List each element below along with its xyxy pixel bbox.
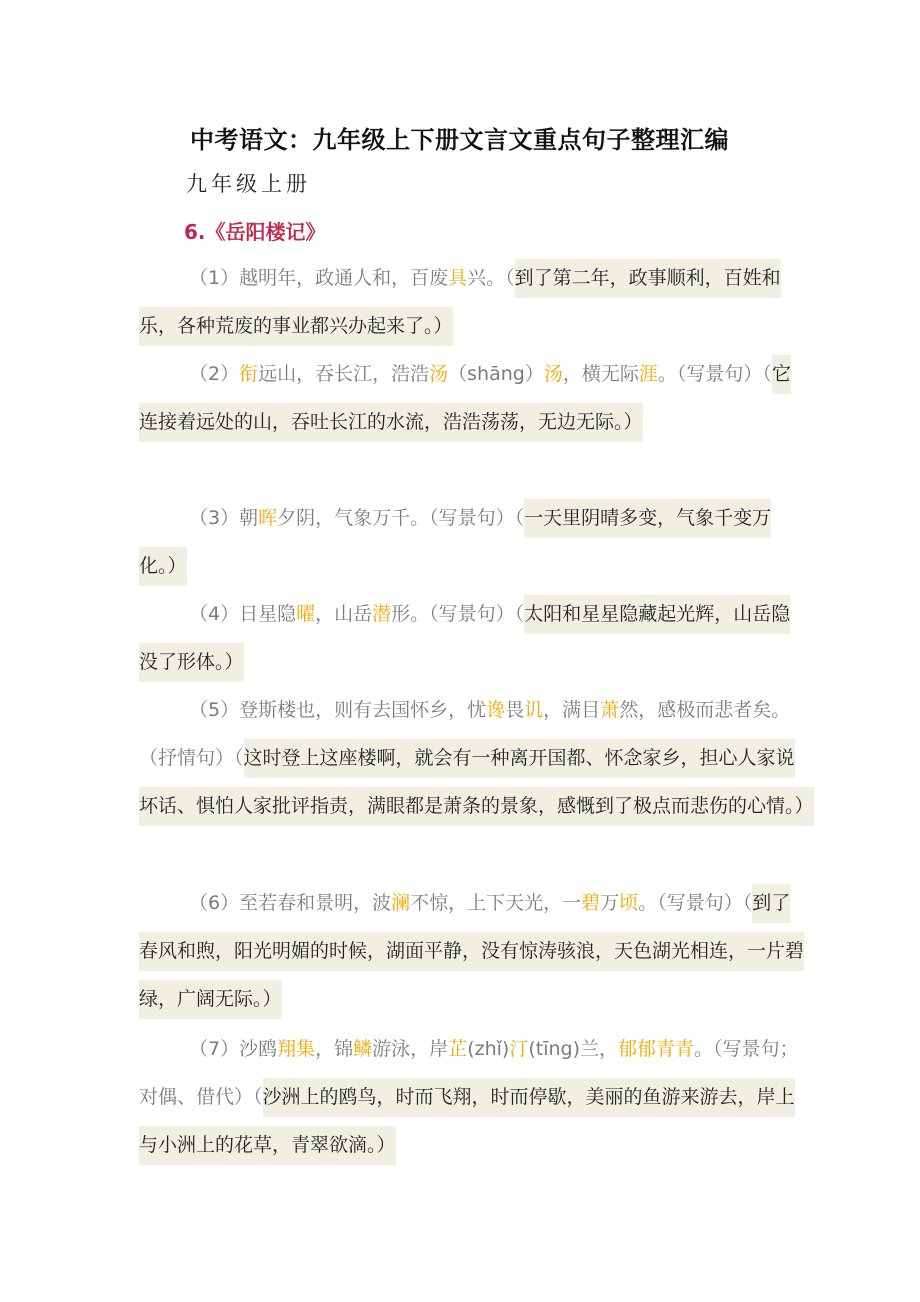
original-text: 畏 (505, 699, 525, 721)
key-word: 谗 (486, 699, 506, 721)
key-word: 澜 (391, 892, 411, 914)
translation-text: 到了第二年，政事顺利，百姓和乐，各种荒废的事业都兴办起来了。） (139, 259, 781, 346)
original-text: 兴。 (467, 267, 506, 289)
sentence-item-1 (139, 254, 805, 350)
item-number: （1） (189, 267, 240, 289)
sentence-item-4 (139, 590, 805, 686)
translation-text: 一天里阴晴多变，气象千变万化。） (139, 499, 771, 586)
original-text: 。 (657, 363, 677, 385)
item-number: （5） (189, 699, 240, 721)
grade-subtitle: 九年级上册 (186, 172, 311, 196)
key-word: 萧 (600, 699, 620, 721)
item-number: （4） (189, 603, 240, 625)
document-title: 中考语文：九年级上下册文言文重点句子整理汇编 (190, 126, 729, 154)
key-word: 鳞 (353, 1038, 373, 1060)
key-word: 翔集 (277, 1038, 316, 1060)
item-number: （2） (189, 363, 240, 385)
original-text: 万 (600, 892, 620, 914)
key-word: 郁郁青青 (618, 1038, 695, 1060)
translation-text: 太阳和星星隐藏起光辉，山岳隐没了形体。） (139, 595, 790, 682)
translation-text: 它连接着远处的山，吞吐长江的水流，浩浩荡荡，无边无际。） (139, 355, 791, 442)
original-text: ，横无际 (562, 363, 639, 385)
key-word: 碧 (581, 892, 601, 914)
sentence-item-3 (139, 494, 805, 590)
key-word: 汤 (543, 363, 563, 385)
original-text: ，锦 (315, 1038, 354, 1060)
key-word: 晖 (258, 507, 278, 529)
translation-text: 这时登上这座楼啊，就会有一种离开国都、怀念家乡，担心人家说坏话、惧怕人家批评指责，满眼都是萧条的景象，感慨到了极点而悲伤的心情。） (139, 739, 814, 826)
sentence-type-tag: （写景句）（ (429, 507, 525, 529)
sentence-type-tag: （抒情句）（ (139, 747, 244, 769)
original-text: 朝 (239, 507, 259, 529)
original-text: 不惊，上下天光，一 (410, 892, 582, 914)
key-word: 顷 (619, 892, 639, 914)
original-text: 游泳，岸 (372, 1038, 449, 1060)
key-word: 汤 (429, 363, 449, 385)
original-text: (tīng)兰， (528, 1038, 618, 1060)
original-text: 登斯楼也，则有去国怀乡，忧 (239, 699, 487, 721)
original-text: (zhǐ) (467, 1038, 510, 1060)
key-word: 涯 (638, 363, 658, 385)
item-number: （3） (189, 507, 240, 529)
original-text: 然，感极而悲者矣。 (619, 699, 791, 721)
sentence-type-tag: （写景句）（ (429, 603, 525, 625)
key-word: 具 (448, 267, 468, 289)
key-word: 潜 (372, 603, 392, 625)
sentence-type-tag: （写景句；对偶、借代）（ (139, 1038, 799, 1108)
item-number: （6） (189, 892, 240, 914)
original-text: 远山，吞长江，浩浩 (258, 363, 430, 385)
original-text: （shāng） (448, 363, 544, 385)
section-title: 6.《岳阳楼记》 (184, 220, 326, 244)
sentence-item-6 (139, 879, 805, 1023)
original-text: 夕阴，气象万千。 (277, 507, 430, 529)
key-word: 汀 (509, 1038, 529, 1060)
original-text: 至若春和景明，波 (239, 892, 392, 914)
sentence-type-tag: （写景句）（ (676, 363, 772, 385)
original-text: ，满目 (543, 699, 601, 721)
original-text: 。 (638, 892, 658, 914)
key-word: 衔 (239, 363, 259, 385)
translation-text: 沙洲上的鸥鸟，时而飞翔，时而停歇，美丽的鱼游来游去，岸上与小洲上的花草，青翠欲滴。） (139, 1078, 795, 1165)
sentence-item-5 (139, 686, 814, 830)
original-text: 形。 (391, 603, 430, 625)
translation-text: 到了春风和煦，阳光明媚的时候，湖面平静，没有惊涛骇浪，天色湖光相连，一片碧绿，广阔无际。） (139, 884, 804, 1019)
sentence-type-tag: （写景句）（ (657, 892, 753, 914)
sentence-type-tag: （ (505, 267, 515, 289)
original-text: ，山岳 (315, 603, 373, 625)
original-text: 沙鸥 (239, 1038, 278, 1060)
sentence-item-7 (139, 1025, 805, 1169)
key-word: 芷 (448, 1038, 468, 1060)
sentence-item-2 (139, 350, 805, 446)
item-number: （7） (189, 1038, 240, 1060)
key-word: 曜 (296, 603, 316, 625)
original-text: 越明年，政通人和，百废 (239, 267, 449, 289)
key-word: 讥 (524, 699, 544, 721)
original-text: 。 (694, 1038, 714, 1060)
original-text: 日星隐 (239, 603, 297, 625)
